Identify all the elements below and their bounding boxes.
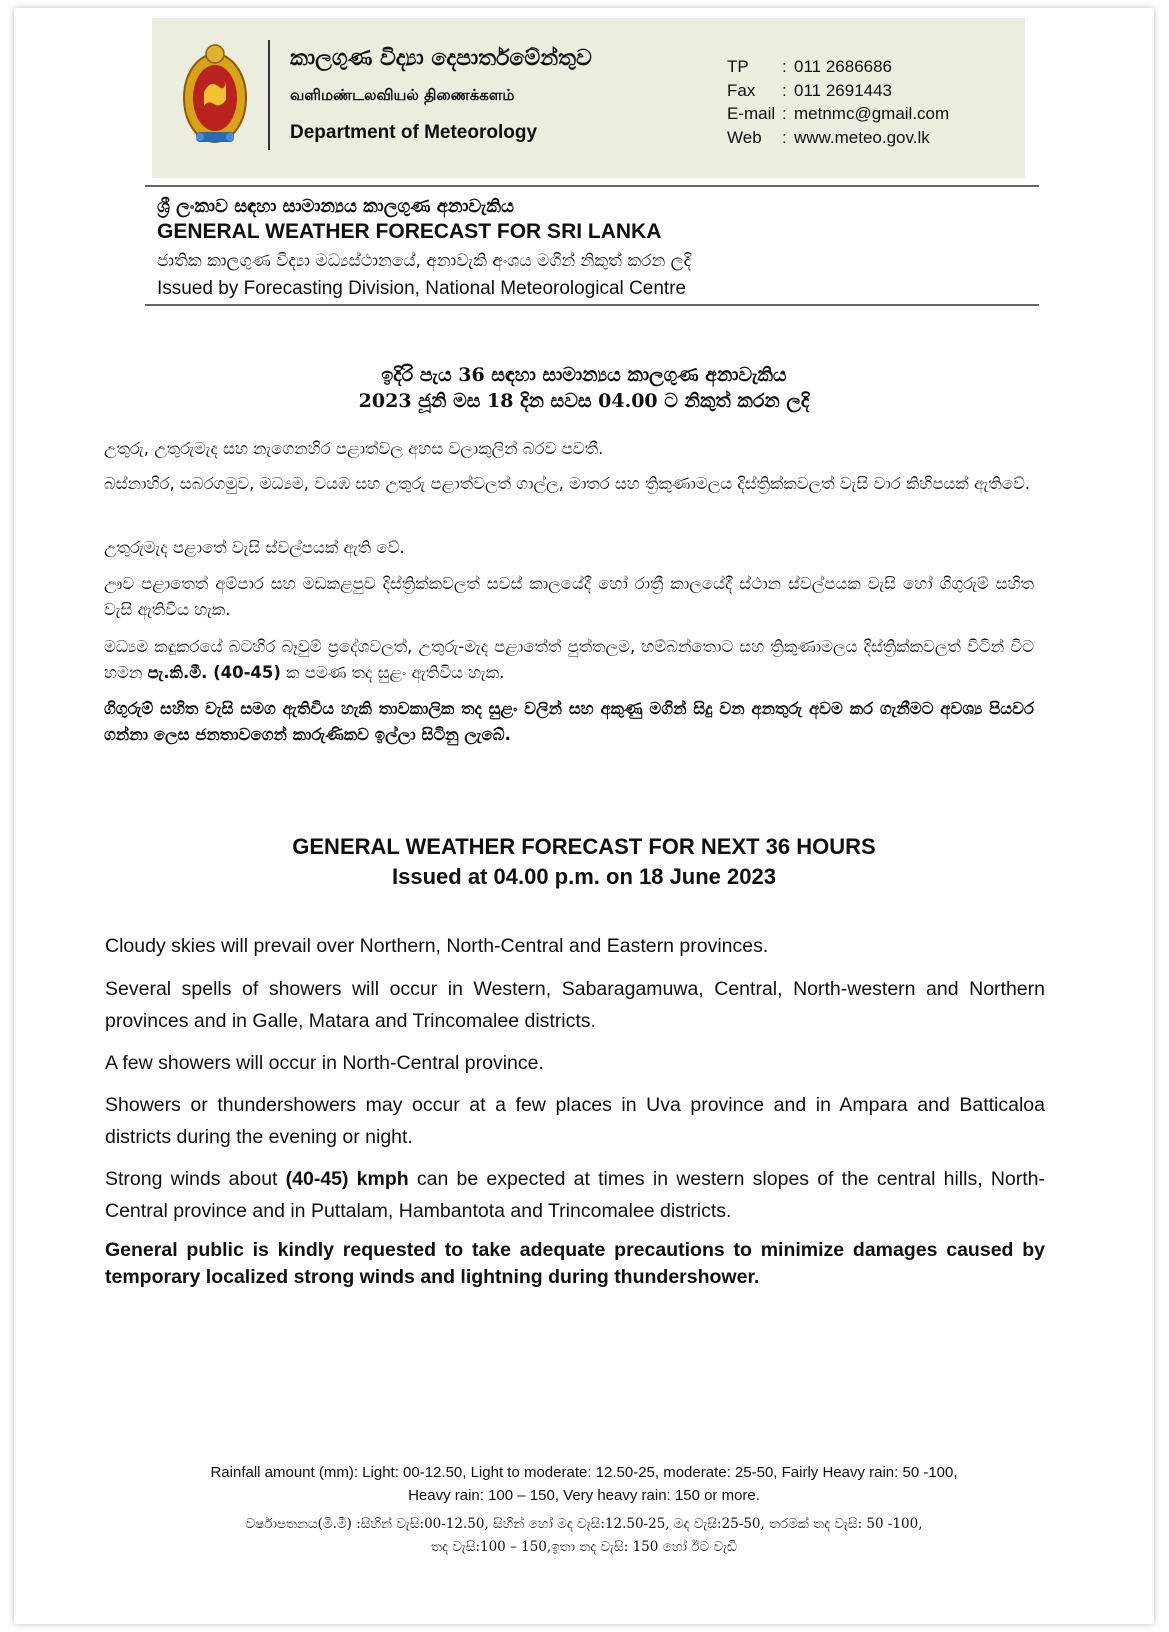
sinhala-paragraph-winds (104, 634, 1034, 686)
english-paragraph-winds (105, 1163, 1045, 1227)
sinhala-paragraph: බස්නාහිර, සබරගමුව, මධ්‍යම, වයඹ සහ උතුරු පළාත්වලත් ගාල්ල, මාතර සහ ත්‍රිකුණාමලය දිස්ත්‍රික්කවලත් වැසි වාර කිහිපයක් ඇතිවේ. (104, 474, 1031, 493)
rainfall-legend-english-2: Heavy rain: 100 – 150, Very heavy rain: 150 or more. (408, 1487, 760, 1504)
contact-key: Web (727, 127, 762, 147)
contact-row: Web : www.meteo.gov.lk (727, 126, 949, 150)
letterhead (152, 18, 1025, 178)
text-span: can be expected at times in western slopes of the central hills, North-Central province and in Puttalam, Hambantota and Trincomalee districts. (105, 1168, 1045, 1222)
website-link[interactable]: www.meteo.gov.lk (794, 127, 930, 147)
divider-bottom (145, 304, 1039, 306)
document-page (14, 8, 1154, 1624)
sinhala-heading: ඉදිරි පැය 36 සඳහා සාමාන්‍යය කාලගුණ අනාවැකිය (381, 364, 787, 386)
divider-top (145, 185, 1039, 187)
sinhala-precaution-notice: ගිගුරුම් සහිත වැසි සමග ඇතිවිය හැකි තාවකාලික තද සුළං වලින් සහ අකුණු මගින් සිදු වන අනතුරු අවම කර ගැනීමට අවශ්‍ය පියවර ගන්නා ලෙස ජනතාවගෙන් කාරුණිකව ඉල්ලා සිටිනු ලැබේ. (104, 699, 1034, 744)
text-span: Strong winds about (105, 1168, 286, 1190)
english-heading: GENERAL WEATHER FORECAST FOR NEXT 36 HOURS (292, 834, 876, 859)
english-paragraph: Cloudy skies will prevail over Northern, North-Central and Eastern provinces. (105, 935, 769, 957)
dept-name-sinhala: කාලගුණ විද්‍යා දෙපාර්තමේන්තුව (290, 46, 592, 71)
forecast-title-english: GENERAL WEATHER FORECAST FOR SRI LANKA (157, 220, 662, 243)
contact-key: TP (727, 57, 749, 76)
issued-by-sinhala: ජාතික කාලගුණ විද්‍යා මධ්‍යස්ථානයේ, අනාවැකි අංශය මගින් නිකුත් කරන ලදි (157, 251, 692, 271)
forecast-title-sinhala: ශ්‍රී ලංකාව සඳහා සාමාන්‍යය කාලගුණ අනාවැකිය (157, 196, 514, 217)
english-paragraph: Showers or thundershowers may occur at a few places in Uva province and in Ampara and Batticaloa districts during the evening or night. (105, 1094, 1045, 1148)
contact-block (727, 55, 949, 149)
english-precaution-notice: General public is kindly requested to take adequate precautions to minimize damages caused by temporary localized strong winds and lightning during thundershower. (105, 1239, 1045, 1288)
sinhala-paragraph: ඌව පළාතෙත් අම්පාර සහ මඩකළපුව දිස්ත්‍රික්කවලත් සවස් කාලයේදී හෝ රාත්‍රී කාලයේදී ස්ථාන ස්වල්පයක වැසි හෝ ගිගුරුම් සහිත වැසි ඇතිවිය හැක. (104, 574, 1034, 619)
issued-by-english: Issued by Forecasting Division, National Meteorological Centre (157, 278, 687, 299)
sinhala-paragraph: උතුරුමැද පළාතේ වැසි ස්වල්පයක් ඇති වේ. (104, 538, 405, 557)
wind-speed: (40-45) kmph (285, 1168, 409, 1190)
contact-row: TP : 011 2686686 (727, 55, 949, 79)
fax-number: 011 2691443 (794, 80, 893, 100)
contact-key: E-mail (727, 104, 776, 123)
english-paragraph: A few showers will occur in North-Central province. (105, 1052, 544, 1074)
text-span: ක පමණ තද සුළං ඇතිවිය හැක. (280, 663, 505, 682)
header-divider (268, 40, 270, 150)
dept-name-english: Department of Meteorology (290, 122, 538, 143)
wind-speed: පැ.කි.මී. (40-45) (147, 663, 281, 682)
contact-row: Fax : 011 2691443 (727, 79, 949, 103)
rainfall-legend-sinhala-2: තද වැසි:100 – 150,ඉතා තද වැසි: 150 හෝ ඊට වැඩි (431, 1539, 737, 1555)
sinhala-paragraph: උතුරු, උතුරුමැද සහ නැගෙනහිර පළාත්වල අහස වලාකුලින් බරව පවතී. (104, 439, 604, 458)
rainfall-legend-english-1: Rainfall amount (mm): Light: 00-12.50, Light to moderate: 12.50-25, moderate: 25-50, Fairly Heavy rain: 50 -100, (210, 1464, 958, 1481)
phone-number: 011 2686686 (794, 57, 893, 76)
english-paragraph: Several spells of showers will occur in Western, Sabaragamuwa, Central, North-western and Northern provinces and in Galle, Matara and Trincomalee districts. (105, 978, 1045, 1032)
sri-lanka-emblem-icon (182, 40, 248, 150)
text-span: මධ්‍යම කඳුකරයේ බටහිර බෑවුම් ප්‍රදේශවලත්, උතුරු-මැද පළාතේත් පුත්තලම, හම්බන්තොට සහ ත්‍රිකුණාමලය දිස්ත්‍රික්කවලත් විටින් විට හමන (104, 637, 1034, 682)
contact-key: Fax (727, 80, 756, 100)
email-link[interactable]: metnmc@gmail.com (794, 104, 950, 123)
contact-row: E-mail : metnmc@gmail.com (727, 102, 949, 126)
sinhala-issued-date: 2023 ජූනි මස 18 දින සවස 04.00 ට නිකුත් කරන ලදි (358, 390, 810, 412)
dept-name-tamil: வளிமண்டலவியல் திணைக்களம் (290, 86, 515, 104)
english-issued-date: Issued at 04.00 p.m. on 18 June 2023 (392, 864, 776, 889)
rainfall-legend-sinhala-1: වර්ෂාපතනය(මි.මී) :සිහින් වැසි:00-12.50, සිහින් හෝ මද වැසි:12.50-25, මද වැසි:25-50, තරමක් තද වැසි: 50 -100, (245, 1516, 923, 1532)
